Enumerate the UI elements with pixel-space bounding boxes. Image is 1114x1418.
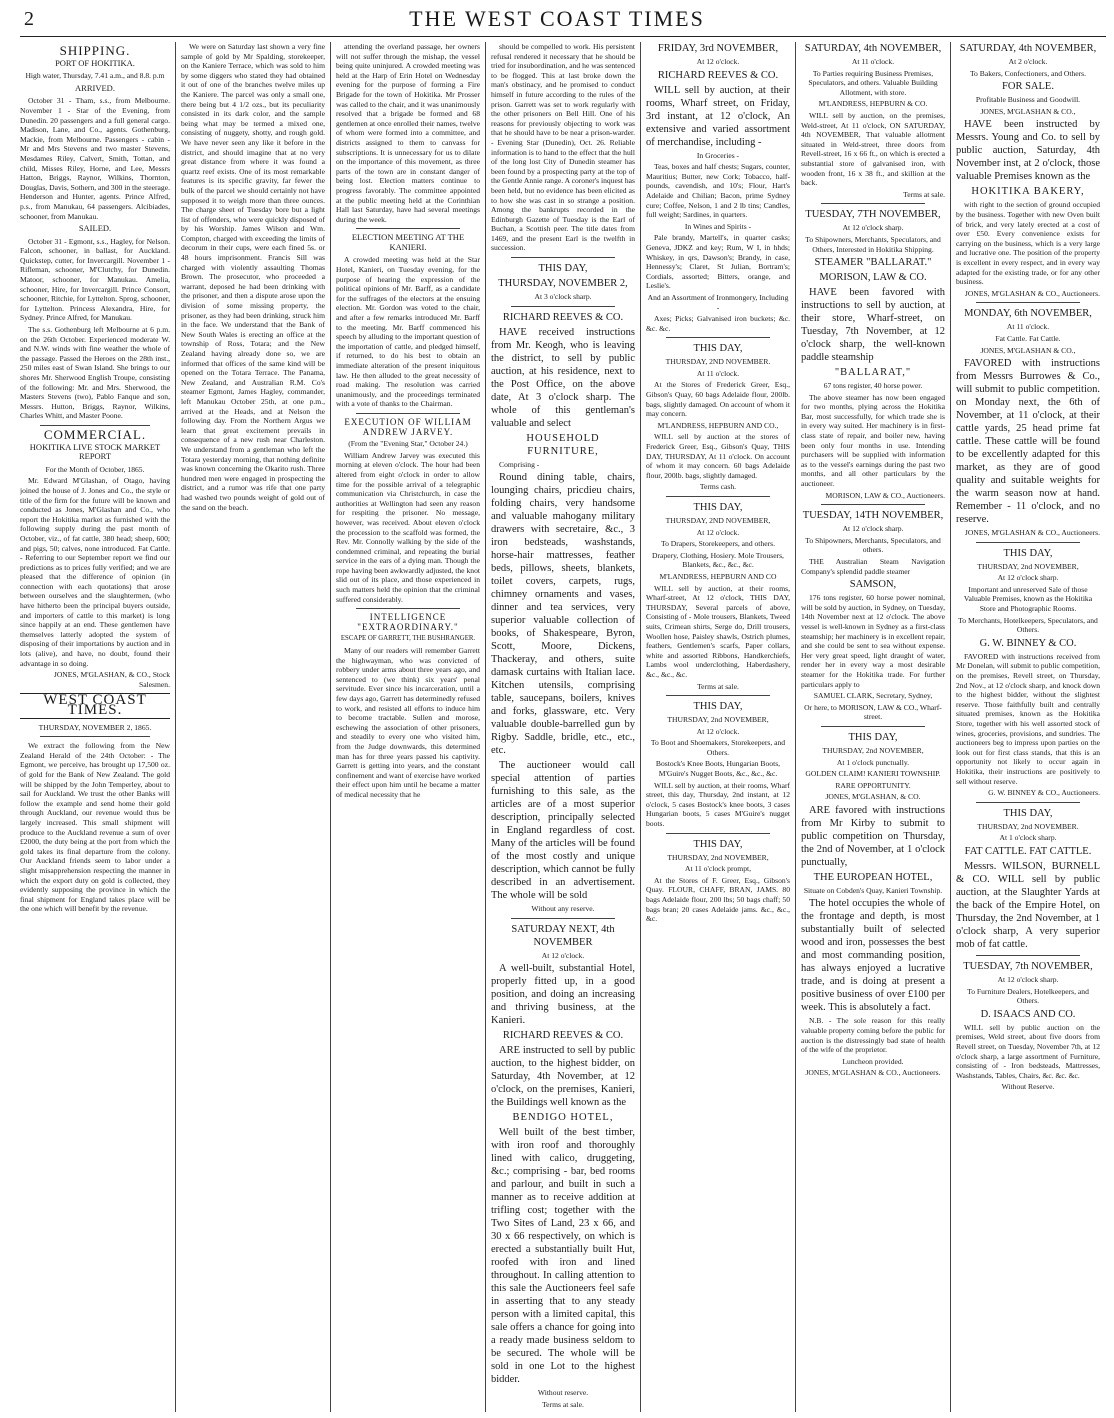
auction-time: At 1 o'clock punctually. [836,757,910,767]
execution-text: William Andrew Jarvey was executed this morning at eleven o'clock. The hour had been altered from eight o'clock in order to allow time for the possible arrival of a telegraphic communication via Christchurch, in case the authorities at Wellington had seen any reason for respiting the prisoner. No message, however, was received. About eleven o'clock the procession to the scaffold was formed, the Rev. Mr. Connolly walking by the side of the condemned criminal, and repeating the burial service in the ears of a dying man. Though the rope having been awkwardly adjusted, the knot slid out of its place, and those experienced in such matters held the opinion that the criminal suffered considerably. [336,450,480,604]
advert-text: HAVE received instructions from Mr. Keogh, who is leaving the district, to sell by public auction, at his residence, next to the Post Office, on the above date, At 3 o'clock sharp. The whole of this gentleman's valuable and select [491,326,635,429]
auctioneer-name: M'LANDRESS, HEPBURN & CO. [818,99,928,109]
auction-date: THURSDAY, 2nd NOVEMBER, [667,852,769,862]
auctioneer-name: MORISON, LAW & CO. [819,272,927,284]
advert-heading: To Boot and Shoemakers, Storekeepers, and Others. [650,738,786,757]
divider [356,413,460,414]
samson-name: SAMSON, [849,579,897,591]
auction-date: TUESDAY, 7TH NOVEMBER, [805,209,941,221]
divider [821,504,925,505]
divider [666,337,770,338]
advert-text: WILL sell by auction, on the premises, Weld-street, At 11 o'clock, ON SATURDAY, 4th NOVEMBER, That valuable allotment situated in Weld-street, three doors from Revell-street, 16 x 66 ft., on which is erected a substantial store of galvanised iron, with wooden front, 16 x 38 ft., and skillion at the back. [801,110,945,188]
without-reserve: Without Reserve. [1001,1082,1055,1092]
divider [976,542,1080,543]
auction-time: At 12 o'clock sharp. [997,573,1059,583]
wines-list: Pale brandy, Martell's, in quarter casks; Geneva, JDKZ and key; Rum, W I, in hhds; Whiskey, in qrs, Dawson's; Brandy, in case, Hennessy's; Claret, St Julian, Bortram's; Cordials, assorted; Bitters, orange, and Leslie's. [646,233,790,291]
auction-time: At 12 o'clock sharp. [997,974,1059,984]
advert-text: ARE instructed to sell by public auction, to the highest bidder, on Saturday, 4th November, at 12 o'clock, on the premises, Kanieri, the Buildings well known as the [491,1045,635,1109]
auction-time: At 1 o'clock sharp. [999,833,1057,843]
auction-date: TUESDAY, 14TH NOVEMBER, [802,510,944,522]
arrived-text: October 31 - Tham, s.s., from Melbourne. November 1 - Star of the Evening, from Dunedin. 20 passengers and a full general cargo. Madison, Lane, and Co., agents. Gothenburg, Mackie, from Melbourne. Passengers - cabin - Mr and Mrs Stevens and two master Stevens, Mesdames Riley, Calvert, Smith, Tottan, and child, Misses Riley, Horne, and Lee, Messrs Hatton, Briggs, Raynor, Wilkins, Thornton, Douglas, Davis, Sothern, and 300 in the steerage. Henderson and Hunter, agents. Prince Alfred, p.s., from Manukau, 64 passengers. Alcibiades, schooner, from Manukau. [20,96,170,221]
divider [821,726,925,727]
auction-date: THURSDAY, NOVEMBER 2, [498,278,628,290]
sailed-text: October 31 - Egmont, s.s., Hagley, for Nelson. Falcon, schooner, in ballast, for Auckland. Quickstep, cutter, for Invercargill. November 1 - Rifleman, schooner, M'Clutchy, for Dunedin. Matoor, schooner, for Manukau. Amelia, schooner, Hire, for Invercargill. Prince Consort, schooner, Ritchie, for Lyttelton. Sprog, schooner, for Lyttelton. Princess Alexandra, Hire, for Sydney. Prince Alfred, for Manukau. [20,236,170,323]
local-news-text: We were on Saturday last shown a very fine sample of gold by Mr Spalding, storekeeper, on the Kaniere Terrace, which was sold to him by some diggers who stated they had obtained it out of one of the branches twelve miles up the Kaniere. The parcel was only a small one, there being but 4 1/2 ozs., but its peculiarity consisted in its dark color, and the sample being what may be termed a mixed one, consisting of nuggety, shotty, and rough gold. We have never seen any like it before in the district, and should imagine that at no very great distance from where it was found a quartz reef exists. One of its most remarkable features is its specific gravity, far fewer the bulk of the parcel we should certainly not have supposed it to weigh more than three ounces. The charge sheet of Tuesday bore but a light list of offenders, who were quickly disposed of by his Worship. James Wilson and Wm. Compton, charged with exceeding the limits of decorum in their cups, were each fined 5s. or 48 hours imprisonment. Francis Sill was charged with violently assaulting Thomas Brown. The prosecutor, who proceeded a warrant, deposed he had been drinking with the prisoner, and then a dispute arose upon the division of some missing property, the prisoner, as they had been drinking, struck him in the face. We understand that the Bank of New South Wales is erecting an office at the township of Ross, Totara; and the New Zealand having already done so, we are informed that offices of the same kind will be opened on the Totara Terrace. The Panama, New Zealand, and Australian R.M. Co's steamer Egmont, James Hagley, commander, left Manukau October 25th, at one p.m., arrived at the Heads, and at Nelson the following day. From the Northern Argus we learn that great excitement prevails in consequence of a new rush near Charleston. We understand from a gentleman who left the Totara yesterday morning, that nothing definite was known concerning the Okarito rush. Three hundred men were engaged in prospecting the district, and a rumor was rife that one party had washed two pounds weight of gold out of the sand on the beach. [181,42,325,512]
auction-time: At 11 o'clock. [851,57,895,66]
iron-list: Axes; Picks; Galvanised iron buckets; &c. &c. &c. [646,314,790,333]
auction-date: TUESDAY, 7th NOVEMBER, [963,960,1093,972]
newspaper-title: THE WEST COAST TIMES [409,6,705,31]
this-day-label: THIS DAY, [538,263,588,275]
intelligence-text: Many of our readers will remember Garrett the highwayman, who was convicted of robbery under arms about three years ago, and sentenced to (we think) six years' penal servitude. Ever since his incarceration, until a few days ago, Garrett has determinedly refused to work, and resisted all efforts to induce him to become tractable. Sullen and morose, eschewing the association of other prisoners, and steadily to every one who visited him, from the Judge downwards, this determined man has for three years passed his captivity. Garrett is getting into years, and the constant confinement and want of exercise have worked their effect upon him until he became a matter of medical necessity that he [336,646,480,799]
advert-heading: To Parties requiring Business Premises, Speculators, and others. Valuable Building Allotment, with store. [808,68,938,97]
commercial-heading: COMMERCIAL. [43,426,147,442]
date-line: THURSDAY, NOVEMBER 2, 1865. [38,722,152,732]
auction-time: At 11 o'clock. [1006,322,1050,332]
signature: JONES, M'GLASHAN & CO., Auctioneers. [805,1068,941,1078]
signature: JONES, M'GLASHAN & CO., Auctioneers. [964,528,1100,538]
groceries-list: Teas, boxes and half chests; Sugars, counter, Mauritius; Butter, new Cork; Tobacco, half-pounds, cavendish, and 10's; Flour, Hart's Adelaide and Chilian; Bacon, prime Sydney cure; Coffee, Nelson, 1 and 2 lb tins; Candles, full weight; Sardines, in quarters. [646,162,790,220]
divider [666,833,770,834]
this-day-label: THIS DAY, [693,343,743,355]
auction-date: THURSDAY, 2ND NOVEMBER. [665,357,771,367]
divider [40,425,150,426]
hotel-name: THE EUROPEAN HOTEL, [813,871,933,883]
auction-time: At 12 o'clock. [696,527,740,537]
auction-time: At 12 o'clock sharp. [842,524,904,534]
ironmongery-heading: And an Assortment of Ironmongery, Including - [647,292,789,312]
fat-cattle: Fat Cattle. Fat Cattle. [995,333,1061,343]
intelligence-heading: INTELLIGENCE "EXTRAORDINARY." [357,612,459,632]
high-water: High water, Thursday, 7.41 a.m., and 8.8. p.m [25,71,165,81]
auctioneer-name: RICHARD REEVES & CO. [502,1030,624,1042]
column-7 [950,42,1105,1412]
auctioneer-name: JONES, M'GLASHAN & CO., [980,345,1076,355]
divider [821,203,925,204]
columns [20,42,1110,1412]
advert-text: FAVORED with instructions received from Mr Donelan, will submit to public competition, on the premises, Revell street, on Thursday, 2nd Nov., at 12 o'clock sharp, and knock down to the highest bidder, without the slightest reserve. Those faithfully built and centrally situated premises, known as the Hokitika Store, together with his well assorted stock of wines, groceries, provisions, and sundries. The auctioneers beg to impress upon parties on the look out for first class stands, that this is an opportunity not likely to occur again in Hokitika, their instructions are positively to sell without reserve. [956,651,1100,786]
groceries-heading: In Groceries - [696,150,740,160]
this-day-label: THIS DAY, [848,731,898,743]
terms-line: Terms cash. [699,482,737,492]
this-day-label: THIS DAY, [1003,547,1053,559]
advert-text: WILL sell by auction, at their rooms, Wharf street, this day, Thursday, 2nd instant, at 12 o'clock, 5 cases Bostock's knee boots, 3 cases Hungarian boots, 5 cases M'Guire's nugget boots. [646,780,790,829]
auctioneer-name: RICHARD REEVES & CO. [657,69,779,81]
this-day-label: THIS DAY, [693,838,743,850]
furniture-heading: HOUSEHOLD FURNITURE, [526,432,600,457]
divider [511,918,615,919]
advert-text: The above steamer has now been engaged for two months, plying across the Hokitika Bar, most successfully, for which trade she is in every way suited. Her machinery is in first-class state of repair, and boiler new, having been only four months in use. Intending purchasers will be supplied with information as to the vessel's earnings during the past two months, and all other particulars by the auctioneer. [801,392,945,489]
auctioneer-name: RICHARD REEVES & CO. [502,311,624,323]
advert-text: ARE favored with instructions from Mr Kirby to submit to public competition on Thursday, the 2nd of November, at 1 o'clock punctually, [801,804,945,868]
divider [40,736,150,737]
auction-time: At 2 o'clock. [1008,57,1048,66]
livestock-text: Mr. Edward M'Glashan, of Otago, having joined the house of J. Jones and Co., the style or title of the firm for the future will be known and conducted as Jones, M'Glashan and Co., who report the Hokitika market as furnished with the following supply during the past month of October, viz., of fat cattle, 380 head; sheep, 600; and pigs, 50; calves, none introduced. Fat Cattle. - Referring to our September report we find our predictions as to prices fully verified; and we are pleased that the difference of opinion (in connection with each quotations) that arose between ourselves and the slaughtermen, (who have hitherto been the principal buyers outside, and importers of cattle to this market) is long since happily at an end. These gentlemen have themselves latterly adopted the system of disposing of their importations by auction and in lots (alive), and have, no doubt, found their advantage in so doing. [20,476,170,668]
bakery-name: HOKITIKA BAKERY, [971,186,1085,198]
this-day-label: THIS DAY, [693,502,743,513]
auctioneer-name: M'LANDRESS, HEPBURN AND CO., [657,420,779,430]
signature: G. W. BINNEY & CO., Auctioneers. [988,788,1100,798]
column-2 [175,42,330,1412]
auction-time: At 12 o'clock sharp. [842,223,904,233]
auction-time: At 3 o'clock sharp. [534,292,592,302]
signature: JONES, M'GLASHAN & CO., Auctioneers. [964,288,1100,298]
advert-heading: To Furniture Dealers, Hotelkeepers, and Others. [967,986,1089,1006]
boots-list: Bostock's Knee Boots, Hungarian Boots, M'Guire's Nugget Boots, &c., &c., &c. [655,759,781,779]
this-day-label: THIS DAY, [1003,807,1053,819]
auction-date: THURSDAY, 2nd NOVEMBER, [977,561,1079,571]
column-3 [330,42,485,1412]
auction-time: At 12 o'clock. [541,950,585,960]
advert-heading: To Bakers, Confectioners, and Others. [969,68,1087,78]
auction-date: SATURDAY, 4th NOVEMBER, [959,43,1097,54]
auction-time: At 11 o'clock prompt, [684,864,752,874]
column-1 [20,42,175,1412]
intelligence-sub: ESCAPE OF GARRETT, THE BUSHRANGER. [340,635,476,643]
or-to: Or here, to MORISON, LAW & CO., Wharf-street. [804,702,942,722]
auctioneer-name: JONES, M'GLASHAN, & CO. [825,792,921,802]
advert-text: THE Australian Steam Navigation Company's splendid paddle steamer [801,557,945,576]
wines-heading: In Wines and Spirits - [684,221,752,231]
election-text: A crowded meeting was held at the Star Hotel, Kanieri, on Tuesday evening, for the purpose of hearing the expression of the political opinions of Mr. Barff, as a candidate for the suffrages of the electors at the ensuing election. Mr. Gordon was voted to the chair, and after a few remarks introduced Mr. Barff to the meeting. Mr. Barff commenced his speech by alluding to the important question of the importation of cattle, and pledged himself, if returned, to do his best to obtain an immediate alteration of the present iniquitous law. He then alluded to the great necessity of road making. The resolution was carried unanimously, and the proceedings terminated with a vote of thanks to the Chairman. [336,255,480,409]
this-day-label: THIS DAY, [693,701,743,713]
ship-description: 67 tons register, 40 horse power. [823,381,923,391]
advert-text: HAVE been favored with instructions to sell by auction, at their store, Wharf-street, on Tuesday, 7th November, at 12 o'clock sharp, the well-known paddle steamship [801,287,945,364]
local-news-continued: attending the overland passage, her owners will not suffer through the mishap, the vessel being quite uninjured. A crowded meeting was held at the Harp of Erin Hotel on Wednesday evening for the purpose of forming a Fire Brigade for the town of Hokitika. Mr Prosser was called to the chair, and it was unanimously resolved that a brigade be formed and 68 gentlemen at once enrolled their names, twelve of whom were formed into a committee, and districts assigned to them to canvass for subscriptions. It is unnecessary for us to dilate on the importance of this movement, as three parts of the town are in constant danger of being lost. Election matters continue to progress favorably. The committee appointed at the public meeting held at the Corinthian Hall last Saturday, have had several meetings during the week. [336,42,480,224]
auction-date: THURSDAY, 2ND NOVEMBER, [665,516,771,525]
comprising-label: Comprising - [499,459,540,469]
signature: MORISON, LAW & CO., Auctioneers. [825,490,945,500]
advert-text: HAVE been instructed by Messrs. Young and Co. to sell by public auction, Saturday, 4th November inst, at 2 o'clock, those valuable Premises known as the [956,119,1100,183]
auction-date: THURSDAY, 2nd NOVEMBER, [667,715,769,725]
auction-date: FRIDAY, 3rd NOVEMBER, [657,43,779,54]
advert-text: FAVORED with instructions from Messrs Burrowes & Co., will submit to public competition. on Monday next, the 6th of November, at 11 o'clock, at their cattle yards, 25 head prime fat cattle. These cattle will be found to be excellently adapted for this market, as they are of good quality and suitable weights for the warm season now at hand. Remember - 11 o'clock, and no reserve. [956,358,1100,526]
advert-text: At the Stores of F. Greer, Esq., Gibson's Quay. FLOUR, CHAFF, BRAN, JAMS. 80 bags Adelaide flour, 200 lbs; 50 bags chaff; 50 bags bran; 20 cases Adelaide jams. &c., &c., &c. [646,875,790,924]
divider [666,695,770,696]
advert-text: 176 tons register, 60 horse power nominal, will be sold by auction, in Sydney, on Tuesday, 14th November next at 12 o'clock. The above vessel is well-known in Sydney as a first-class steamship; her machinery is in excellent repair, and she could be sent to sea without expense. Her very great speed, light draught of water, render her in every way a most desirable steamer for the Hokitika trade. For further particulars apply to [801,593,945,689]
advert-heading: Important and unreserved Sale of those Valuable Premises, known as the Hokitika Store and Photographic Rooms. [963,584,1093,614]
divider [976,802,1080,803]
advert-heading: To Drapers, Storekeepers, and others. [661,539,775,549]
auction-date: SATURDAY, 4th NOVEMBER, [804,43,942,54]
masthead [0,0,1114,38]
execution-heading: EXECUTION OF WILLIAM ANDREW JARVEY. [344,416,472,437]
advert-heading: To Shipowners, Merchants, Speculators, and others. [805,535,941,555]
advert-text: WILL sell by public auction on the premises, Weld street, about five doors from Revell street, on Tuesday, November 7th, at 12 o'clock sharp, a large assortment of Furniture, consisting of - Iron bedsteads, Mattresses, Washstands, Tables, Chairs, &c. &c. &c. [956,1022,1100,1080]
auction-date: THURSDAY, 2nd NOVEMBER, [822,745,924,755]
auction-time: At 12 o'clock. [696,726,740,736]
advert-text: At the Stores of Frederick Greer, Esq., Gibson's Quay, 60 bags Adelaide flour, 200lb. bags, slightly damaged. On account of whom it may concern. [646,380,790,419]
secretary: SAMUEL CLARK, Secretary, Sydney, [813,691,933,701]
column-4 [485,42,640,1412]
fat-cattle: FAT CATTLE. FAT CATTLE. [964,845,1092,857]
masthead-rule [20,36,1106,37]
auction-date: SATURDAY NEXT, 4th NOVEMBER [511,923,615,948]
drapers-list: Drapery, Clothing, Hosiery. Mole Trousers, Blankets, &c., &c., &c. [652,550,784,570]
furniture-list: Round dining table, chairs, lounging chairs, pricdieu chairs, folding chairs, very handsome and valuable mahogany military drawers with secretaire, &c., 3 iron bedsteads, washstands, horse-hair mattresses, feather beds, pillows, sheets, blankets, toilet covers, carpets, rugs, chimney ornaments and vases, dinner and tea services, very superior valuable collection of books, of Shakespeare, Byron, Scott, Moore, Dickens, Thackeray, and others, suite damask curtains with Italian lace. Kitchen utensils, comprising table, saucepans, boilers, knives and forks, glassware, etc. Very valuable double-barrelled gun by Rigby. Saddle, bridle, etc., etc., etc. [491,472,635,757]
sailed-label: SAILED. [78,223,112,234]
auctioneer-name: G. W. BINNEY & CO. [979,637,1077,649]
auctioneer-name: D. ISAACS AND CO. [980,1008,1076,1020]
port-heading: PORT OF HOKITIKA. [55,57,135,68]
advert-heading: To Merchants, Hotelkeepers, Speculators, and Others. [958,615,1098,635]
arrived-label: ARRIVED. [75,82,115,93]
divider [356,608,460,609]
execution-sub: (From the "Evening Star," October 24.) [348,439,468,449]
rare-opportunity: RARE OPPORTUNITY. [835,780,911,790]
auction-date: MONDAY, 6th NOVEMBER, [964,308,1092,320]
terms-line: Terms at sale. [903,189,945,199]
terms-line: Terms at sale. [697,681,739,691]
advert-text: Well built of the best timber, with iron roof and thoroughly lined with calico, druggeting, &c.; comprising - bar, bed rooms and parlour, and built in such a manner as to receive addition at trifling cost; together with the Two Sites of Land, 23 x 66, and 30 x 66 respectively, on which is erected a substantially built Hut, roofed with iron and lined throughout. In calling attention to this sale the Auctioneers feel safe in asserting that to any steady person with a limited capital, this sale offers a chance for going into a ready made business seldom to be secured. The whole will be sold in one Lot to the highest bidder. [491,1127,635,1386]
nb-note: N.B. - The sole reason for this really valuable property coming before the public for auction is the distressingly bad state of health of the wife of the proprietor. [801,1016,945,1055]
hotel-location: Situate on Cobden's Quay, Kanieri Township. [803,885,943,895]
divider [976,955,1080,956]
advert-text: Messrs. WILSON, BURNELL & CO. WILL sell by public auction, at the Slaughter Yards at the back of the Empire Hotel, on Thursday, the 2nd November, at 1 o'clock sharp, A very superior mob of fat cattle. [956,860,1100,950]
terms-line: Terms at sale. [542,1400,584,1410]
livestock-signature: JONES, M'GLASHAN, & CO., Stock Salesmen. [53,670,170,689]
shipping-note: The s.s. Gothenburg left Melbourne at 6 p.m. on the 26th October. Experienced moderate W. and N.W. winds with fine weather the whole of the passage. Passed the Heroes on the 28th inst., 250 miles east of Swan Island. She brings to our shores Mr. Sherwood English Troupe, consisting of the following: Mr. and Mrs. Sherwood, the Masters Stevens (two), Pablo Fanque and son, Messrs. Hutton, Briggs, Raynor, Wilkins, Charles Whitt, and Master Poone. [20,325,170,421]
hotel-name: BENDIGO HOTEL, [512,1112,614,1124]
advert-text: WILL sell by auction, at their rooms, Wharf-street, At 12 o'clock, THIS DAY, THURSDAY, Several parcels of above, Consisting of - Mole trousers, Blankets, Tweed suits, Crimean shirts, Serge do, Drill trousers, Woollen hose, Paisley shawls, Ostrich plumes, feathers, Gentlemen's scarfs, Paper collars, white and assorted Ribbons, Handkerchiefs, Lambs wool underclothing, Haberdashery, &c., &c., &c. [646,583,790,679]
auction-time: At 11 o'clock. [696,368,740,378]
auctioneer-name: JONES, M'GLASHAN & CO., [980,106,1076,116]
without-reserve: Without any reserve. [531,904,595,914]
divider [976,302,1080,303]
shipping-heading: SHIPPING. [59,43,131,58]
auction-date: THURSDAY, 2nd NOVEMBER. [977,821,1079,831]
advert-text: with right to the section of ground occupied by the business. Together with new Oven built of brick, and very lately erected at a cost of over £50. Every convenience exists for carrying on the business, which is a very large and lucrative one. The position of the property is excellent in every respect, and in every way adapted for the existing trade, or for any other business. [956,200,1100,287]
wct-heading: WEST COAST TIMES. [20,693,170,718]
divider [511,306,615,307]
for-sale: FOR SALE. [1002,81,1054,93]
advert-text: A well-built, substantial Hotel, properly fitted up, in a good position, and doing an increasing and thriving business, at the Kanieri. [491,963,635,1027]
luncheon: Luncheon provided. [842,1056,904,1066]
column-5 [640,42,795,1412]
page-number: 2 [24,8,34,30]
news-continued: should be compelled to work. His persistent refusal rendered it necessary that he should be tried for insubordination, and he was sentenced to be flogged. This at last broke down the man's obstinacy, and he promised to conduct himself in future according to the rules of the prison. Garrett was set to work regularly with the other prisoners on Bell Hill. One of his reasons for previously objecting to work was that he should have to be near a prison-warder. - Evening Star (Dunedin), Oct. 26. Reliable information is to hand to the effect that the hull of the long lost City of Dunedin steamer has been found by a prospecting party at the top of the Gentle Annie range. A coroner's inquest has been held, but no evidence has been elicited as to how she was cast in so strange a position. Among the bankrupts recorded in the Edinburgh Gazette of Tuesday is the Earl of Buchan, a Scottish peer. The title dates from 1469, and the present Earl is the twelfth in succession. [491,42,635,253]
without-reserve: Without reserve. [537,1388,589,1398]
divider [356,228,460,229]
column-6 [795,42,950,1412]
advert-text: WILL sell by auction at the stores of Frederick Greer, Esq., Gibson's Quay, THIS DAY, THURSDAY, At 11 o'clock. On account of whom it may concern. 60 bags Adelaide flour, 200lb. bags, slightly damaged. [646,432,790,480]
advert-text: WILL sell by auction, at their rooms, Wharf street, on Friday, 3rd instant, at 12 o'clock, An extensive and varied assortment of merchandise, including - [646,84,790,148]
advert-text: The hotel occupies the whole of the frontage and depth, is most substantially built of selected wood and iron, possesses the best and most commanding position, has always enjoyed a lucrative trade, and is doing at present a positive business of over £100 per week. This is absolutely a fact. [801,898,945,1014]
auction-time: At 12 o'clock. [696,57,740,66]
editorial-text: We extract the following from the New Zealand Herald of the 24th October: - The Egmont, we perceive, has brought up 17,500 oz. of gold for the Bank of New Zealand. The gold will be shipped by the John Temperley, about to sail for Auckland. We trust the other Banks will follow the example and send home their gold through Auckland, our revenue would thus be largely increased. This small shipment will produce to the Auckland revenue a sum of over £2000, the duty being at the port from which the gold takes its final departure from the colony. Our Auckland friends seem to labor under a slight misapprehension respecting the manner in which the export duty on gold is collected, they evidently supposing the province in which the final shipment for England takes place will be the one which will benefit by the revenue. [20,741,170,914]
livestock-heading: HOKITIKA LIVE STOCK MARKET REPORT [29,441,161,462]
golden-claim: GOLDEN CLAIM! KANIERI TOWNSHIP. [805,769,941,779]
divider [511,257,615,258]
ship-name: "BALLARAT," [834,367,912,379]
auctioneer-name: M'LANDRESS, HEPBURN AND CO [659,571,777,581]
closing-text: The auctioneer would call special attention of parties furnishing to this sale, as the articles are of a most superior description, principally selected in England regardless of cost. Many of the articles will be found of the most costly and unique description, which cannot be fully described in an advertisement. The whole will be sold [491,760,635,902]
election-heading: ELECTION MEETING AT THE KANIERI. [351,232,465,252]
divider [666,496,770,497]
steamer-name: STEAMER "BALLARAT." [814,257,932,269]
livestock-sub: For the Month of October, 1865. [45,464,145,474]
advert-heading: To Shipowners, Merchants, Speculators, and Others, Interested in Hokitika Shipping. [805,234,941,254]
advert-heading: Profitable Business and Goodwill. [975,95,1081,105]
